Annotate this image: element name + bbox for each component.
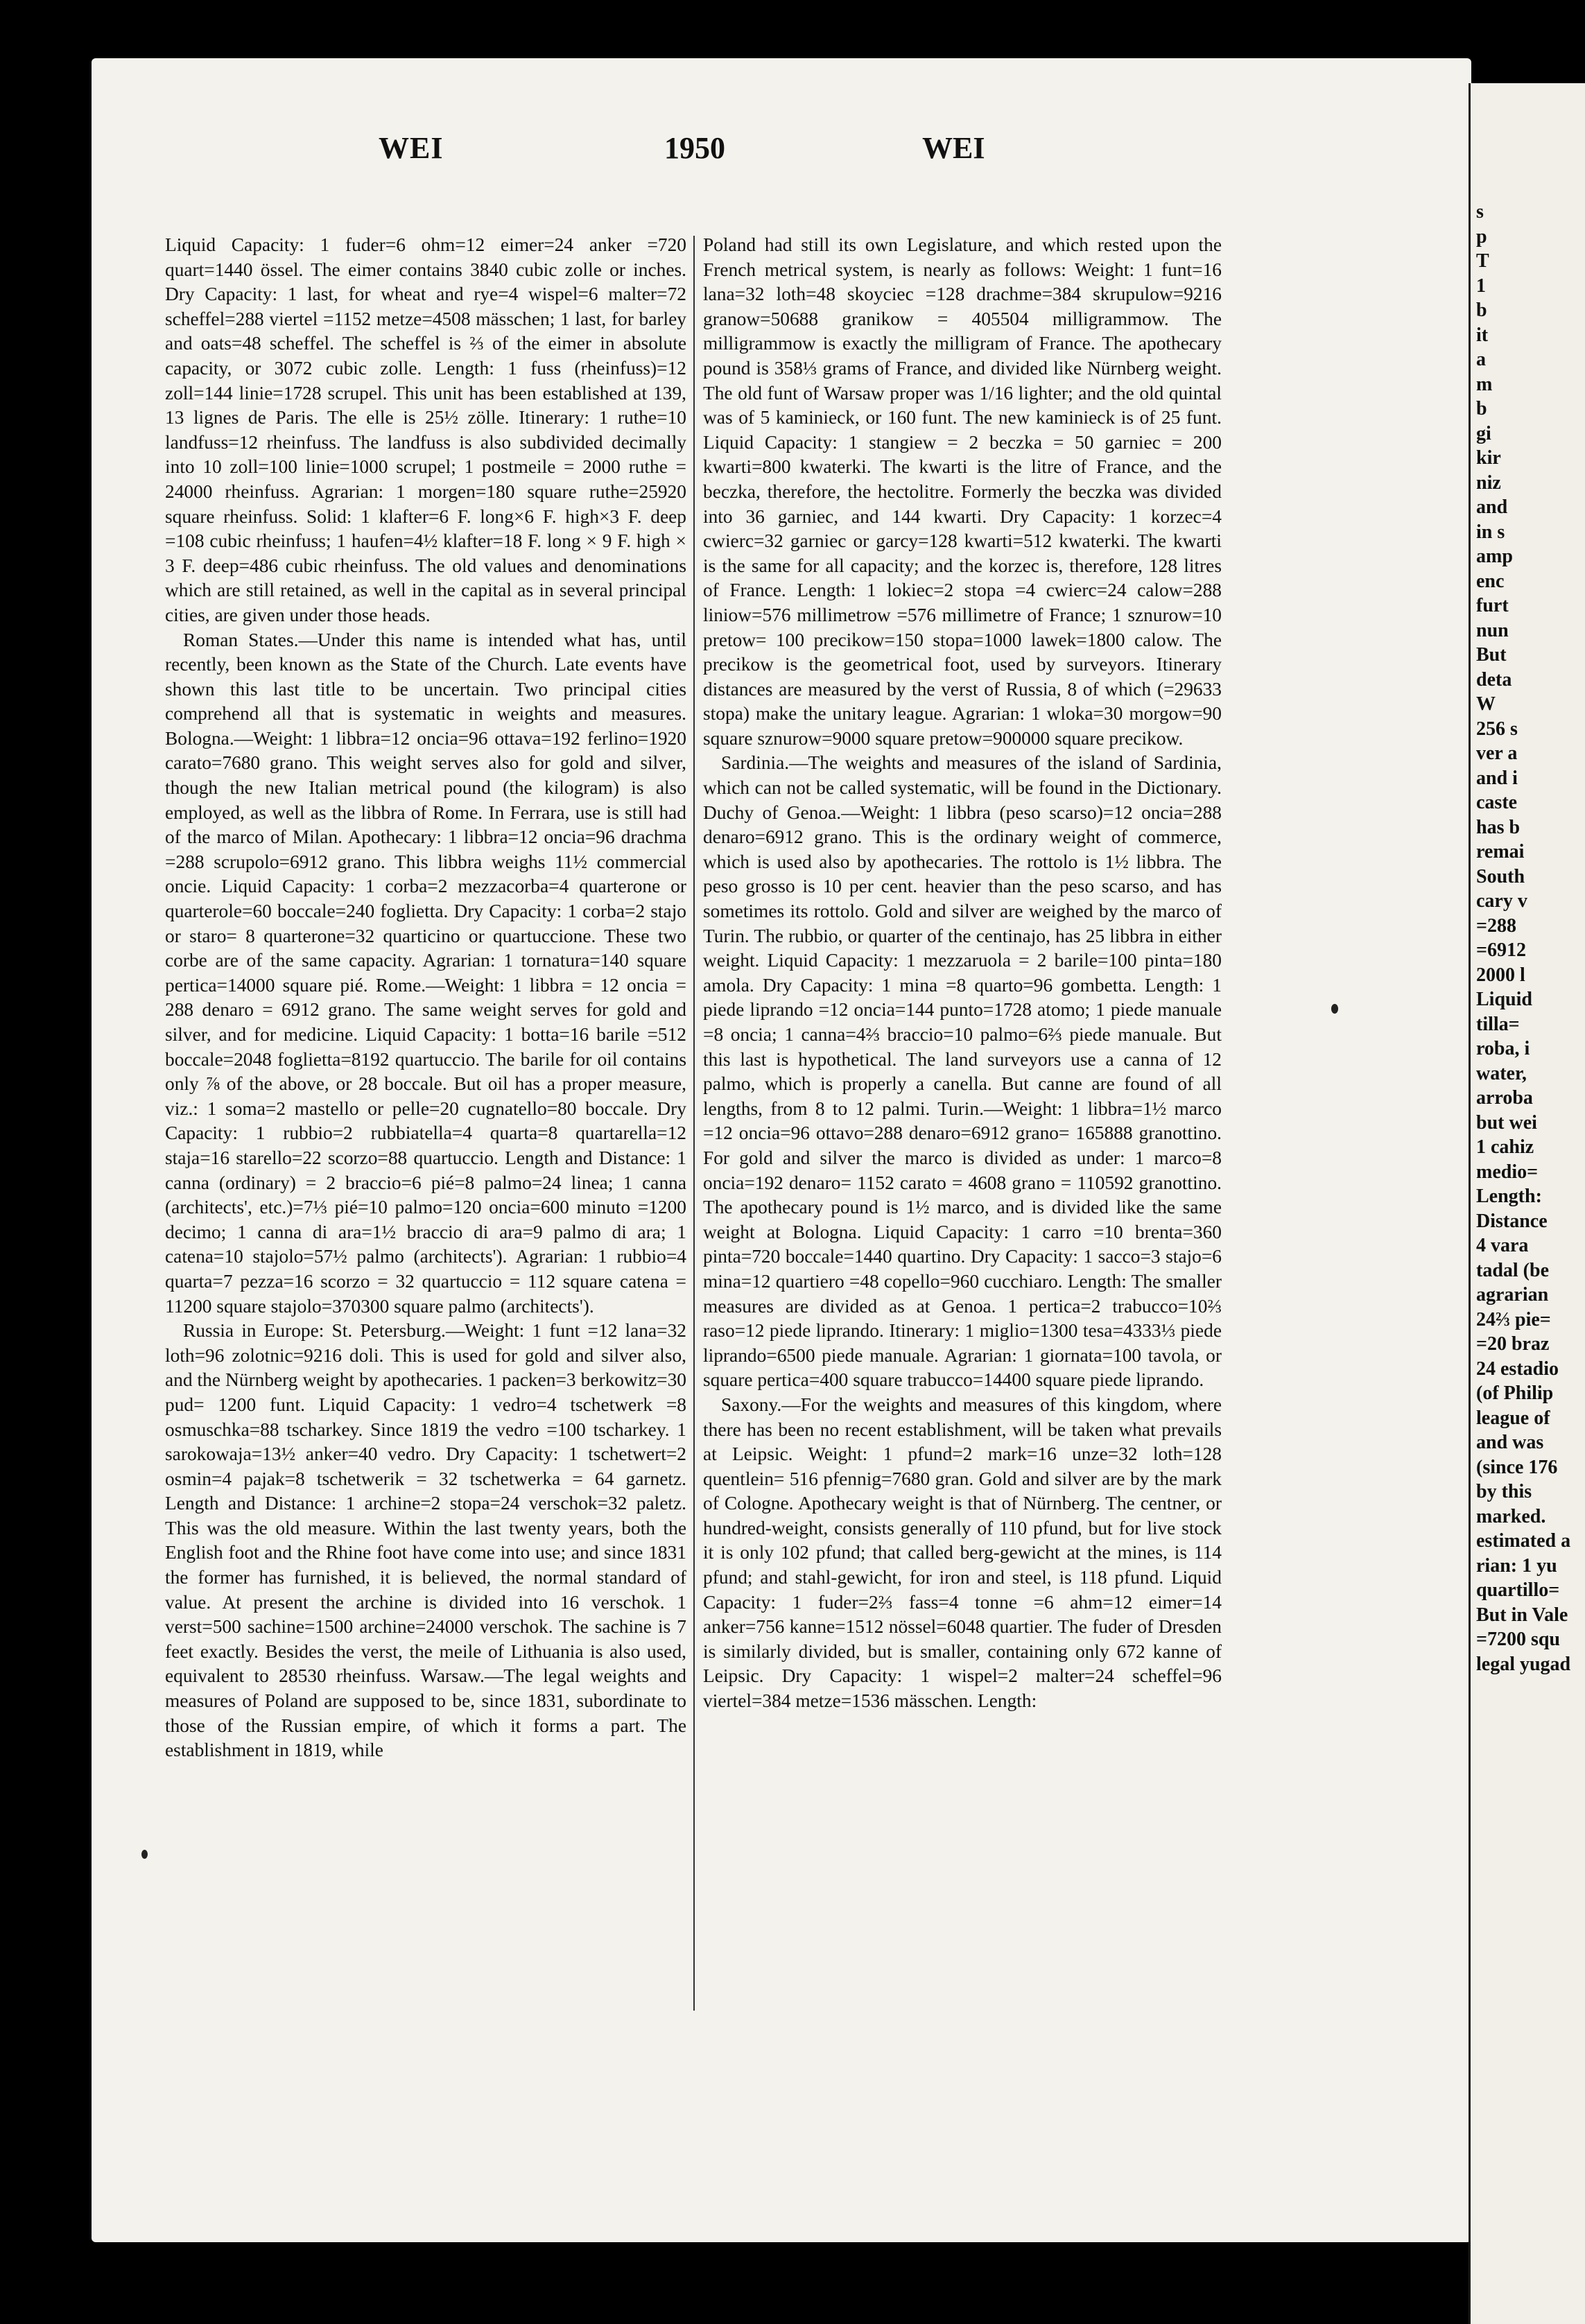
adjacent-page-line: roba, i	[1476, 1038, 1530, 1059]
adjacent-page-line: 24⅔ pie=	[1476, 1308, 1551, 1330]
adjacent-page-line: furt	[1476, 595, 1509, 616]
adjacent-page-line: tilla=	[1476, 1013, 1520, 1035]
adjacent-page-fragments	[1471, 83, 1585, 1676]
adjacent-page-line: p	[1476, 225, 1487, 248]
page-number: 1950	[664, 131, 725, 165]
adjacent-page-line: by this	[1476, 1481, 1532, 1502]
adjacent-page-line: 1 cahiz	[1476, 1136, 1534, 1158]
paragraph-sardinia: Sardinia.—The weights and measures of the island of Sardinia, which can not be called systematic, will be found in the Dictionary. Duchy of Genoa.—Weight: 1 libbra (peso scarso)=12 oncia=288 denaro=6912 grano. This is the ordinary weight of commerce, which is used also by apothecaries. The rottolo is 1½ libbra. The peso grosso is 10 per cent. heavier than the peso scarso, and has sometimes its rottolo. Gold and silver are weighed by the marco of Turin. The rubbio, or quarter of the centinajo, has 25 libbra in either weight. Liquid Capacity: 1 mezzaruola = 2 barile=100 pinta=180 amola. Dry Capacity: 1 mina =8 quarto=96 gombetta. Length: 1 piede liprando =12 oncia=144 punto=1728 atomo; 1 piede manuale =8 oncia; 1 canna=4⅔ braccio=10 palmo=6⅔ piede manuale. But this last is hypothetical. The land surveyors use a canna of 12 palmo, which is properly a canella. But canne are found of all lengths, from 8 to 12 palmi. Turin.—Weight: 1 libbra=1½ marco =12 oncia=96 ottavo=288 denaro=6912 grano= 165888 granottino. For gold and silver the marco is divided as under: 1 marco=8 oncia=192 denaro= 1152 carato = 4608 grano = 110592 granottino. The apothecary pound is 1½ marco, and is divided like the same weight at Bologna. Liquid Capacity: 1 carro =10 brenta=360 pinta=720 boccale=1440 quartino. Dry Capacity: 1 sacco=3 stajo=6 mina=12 quartiero =48 copello=960 cucchiaro. Length: The smaller measures are divided as at Genoa. 1 pertica=2 trabucco=10⅔ raso=12 piede liprando. Itinerary: 1 miglio=1300 tesa=4333⅓ piede liprando=6500 piede manuale. Agrarian: 1 giornata=100 tavola, or square pertica=400 square trabucco=14400 square piede liprando.	[703, 752, 1222, 1391]
adjacent-page-line: b	[1476, 300, 1487, 321]
paragraph-poland: Poland had still its own Legislature, and which rested upon the French metrical system, is nearly as follows: Weight: 1 funt=16 lana=32 loth=48 skoyciec =128 drachme=384 skrupulow=9216 granow=50688 granikow = 405504 milligrammow. The milligrammow is exactly the milligram of France. The apothecary pound is 358⅓ grams of France, and divided like Nürnberg weight. The old funt of Warsaw proper was 1/16 lighter; and the old quintal was of 5 kaminieck, or 160 funt. The new kaminieck is of 25 funt. Liquid Capacity: 1 stangiew = 2 beczka = 50 garniec = 200 kwarti=800 kwaterki. The kwarti is the litre of France, and the beczka, therefore, the hectolitre. Formerly the beczka was divided into 36 garniec, and 144 kwarti. Dry Capacity: 1 korzec=4 cwierc=32 garniec or garcy=128 kwarti=512 kwaterki. The kwarti is the same for all capacity; and the korzec is, therefore, 128 litres of France. Length: 1 lokiec=2 stopa =4 cwierc=24 calow=288 liniow=576 millimetrow =576 millimetre of France; 1 sznurow=10 pretow= 100 precikow=150 stopa=1000 lawek=1800 calow. The precikow is the geometrical foot, used by surveyors. Itinerary distances are measured by the verst of Russia, 8 of which (=29633 stopa) make the unitary league. Agrarian: 1 wloka=30 morgow=90 square sznurow=9000 square pretow=900000 square precikow.	[703, 234, 1222, 749]
adjacent-page-line: ver a	[1476, 743, 1518, 764]
adjacent-page-line: =6912	[1476, 939, 1526, 961]
adjacent-page-line: marked.	[1476, 1505, 1546, 1527]
adjacent-page-line: has b	[1476, 816, 1521, 838]
adjacent-page-line: m	[1476, 373, 1493, 395]
adjacent-page-line: remai	[1476, 841, 1525, 862]
adjacent-page-line: But in Vale	[1476, 1604, 1568, 1626]
adjacent-page-line: caste	[1476, 792, 1518, 813]
paragraph-russia: Russia in Europe: St. Petersburg.—Weight: 1 funt =12 lana=32 loth=96 zolotnic=9216 doli. This is used for gold and silver also, and the Nürnberg weight by apothecaries. 1 packen=3 berkowitz=30 pud= 1200 funt. Liquid Capacity: 1 vedro=4 tschetwerk =8 osmuschka=88 tscharkey. Since 1819 the vedro =100 tscharkey. 1 sarokowaja=13½ anker=40 vedro. Dry Capacity: 1 tschetwert=2 osmin=4 pajak=8 tschetwerik = 32 tschetwerka = 64 garnetz. Length and Distance: 1 archine=2 stopa=24 verschok=32 paletz. This was the old measure. Within the last twenty years, both the English foot and the Rhine foot have come into use; and since 1831 the former has furnished, it is believed, the normal standard of value. At present the archine is divided into 16 verschok. 1 verst=500 sachine=1500 archine=24000 verschok. The sachine is 7 feet exactly. Besides the verst, the meile of Lithuania is also used, equivalent to 28530 rheinfuss. Warsaw.—The legal weights and measures of Poland are supposed to be, since 1831, subordinate to those of the Russian empire, of which it forms a part. The establishment in 1819, while	[165, 1320, 686, 1761]
adjacent-page-line: league of	[1476, 1407, 1550, 1429]
adjacent-page-line: (since 176	[1476, 1456, 1558, 1478]
adjacent-page-line: estimated a	[1476, 1530, 1571, 1552]
paragraph-liquid-capacity: Liquid Capacity: 1 fuder=6 ohm=12 eimer=24 anker =720 quart=1440 össel. The eimer contains 3840 cubic zolle or inches. Dry Capacity: 1 last, for wheat and rye=4 wispel=6 malter=72 scheffel=288 viertel =1152 metze=4508 mässchen; 1 last, for barley and oats=48 scheffel. The scheffel is ⅔ of the eimer in absolute capacity, or 3072 cubic zolle. Length: 1 fuss (rheinfuss)=12 zoll=144 linie=1728 scrupel. This unit has been established at 139, 13 lignes de Paris. The elle is 25½ zölle. Itinerary: 1 ruthe=10 landfuss=12 rheinfuss. The landfuss is also subdivided decimally into 10 zoll=100 linie=1000 scrupel; 1 postmeile = 2000 ruthe = 24000 rheinfuss. Agrarian: 1 morgen=180 square ruthe=25920 square rheinfuss. Solid: 1 klafter=6 F. long×6 F. high×3 F. deep =108 cubic rheinfuss; 1 haufen=4½ klafter=18 F. long × 9 F. high × 3 F. deep=486 cubic rheinfuss. The old values and denominations which are still retained, as well in the capital as in several principal cities, are given under those heads.	[165, 234, 686, 625]
adjacent-page-line: 24 estadio	[1476, 1358, 1559, 1380]
adjacent-page-line: quartillo=	[1476, 1579, 1560, 1601]
paragraph-saxony: Saxony.—For the weights and measures of this kingdom, where there has been no recent establishment, will be taken what prevails at Leipsic. Weight: 1 pfund=2 mark=16 unze=32 loth=128 quentlein= 516 pfennig=7680 gran. Gold and silver are by the mark of Cologne. Apothecary weight is that of Nürnberg. The centner, or hundred-weight, consists generally of 110 pfund, but for live stock it is only 102 pfund; that called berg-gewicht at the mines, is 114 pfund; and stahl-gewicht, for iron and steel, is 118 pfund. Liquid Capacity: 1 fuder=2⅔ fass=4 tonne =6 ahm=12 eimer=14 anker=756 kanne=1512 nössel=6048 quartier. The fuder of Dresden is similarly divided, but is smaller, containing only 672 kanne of Leipsic. Dry Capacity: 1 wispel=2 malter=24 scheffel=96 viertel=384 metze=1536 mässchen. Length:	[703, 1394, 1222, 1712]
adjacent-page-line: 1	[1476, 275, 1486, 297]
adjacent-page-line: but wei	[1476, 1111, 1537, 1134]
adjacent-page-line: it	[1476, 324, 1489, 346]
adjacent-page-line: b	[1476, 398, 1487, 419]
adjacent-page-line: water,	[1476, 1062, 1527, 1084]
adjacent-page-line: s	[1476, 201, 1484, 223]
adjacent-page-line: =20 braz	[1476, 1333, 1550, 1355]
adjacent-page-line: South	[1476, 865, 1525, 887]
adjacent-page-line: W	[1476, 693, 1496, 715]
adjacent-page-line: cary v	[1476, 890, 1527, 912]
adjacent-page-line: =7200 squ	[1476, 1629, 1560, 1650]
adjacent-page-line: and was	[1476, 1432, 1544, 1453]
adjacent-page-line: kir	[1476, 447, 1501, 469]
adjacent-page-line: 256 s	[1476, 718, 1518, 740]
left-column	[165, 233, 686, 1763]
adjacent-page-line: medio=	[1476, 1161, 1539, 1183]
right-column	[703, 233, 1222, 1714]
adjacent-page-line: Length:	[1476, 1186, 1542, 1207]
adjacent-page-line: agrarian	[1476, 1284, 1549, 1306]
adjacent-page-line: enc	[1476, 570, 1505, 592]
adjacent-page-line: T	[1476, 250, 1489, 272]
adjacent-page-line: and i	[1476, 767, 1518, 789]
adjacent-page-line: and	[1476, 496, 1508, 518]
adjacent-page-line: (of Philip	[1476, 1382, 1554, 1404]
adjacent-page-line: 4 vara	[1476, 1235, 1529, 1256]
adjacent-page-line: gi	[1476, 422, 1491, 444]
adjacent-page-line: in s	[1476, 521, 1505, 543]
adjacent-page-line: But	[1476, 644, 1507, 666]
paragraph-roman-states: Roman States.—Under this name is intended what has, until recently, been known as the State of the Church. Late events have shown this last title to be uncertain. Two principal cities comprehend all that is systematic in weights and measures. Bologna.—Weight: 1 libbra=12 oncia=96 ottava=192 ferlino=1920 carato=7680 grano. This weight serves also for gold and silver, though the new Italian metrical pound (the kilogram) is also employed, as well as the libbra of Rome. In Ferrara, use is still had of the marco of Milan. Apothecary: 1 libbra=12 oncia=96 drachma =288 scrupolo=6912 grano. This libbra weighs 11½ commercial oncie. Liquid Capacity: 1 corba=2 mezzacorba=4 quarterone or quarterole=60 boccale=240 foglietta. Dry Capacity: 1 corba=2 stajo or staro= 8 quarterone=32 quarticino or quartuccione. These two corbe are of the same capacity. Agrarian: 1 tornatura=140 square pertica=14000 square pié. Rome.—Weight: 1 libbra = 12 oncia = 288 denaro = 6912 grano. The same weight serves for gold and silver, and for medicine. Liquid Capacity: 1 botta=16 barile =512 boccale=2048 foglietta=8192 quartuccio. The barile for oil contains only ⅞ of the above, or 28 boccale. But oil has a proper measure, viz.: 1 soma=2 mastello or pelle=20 cugnatello=80 boccale. Dry Capacity: 1 rubbio=2 rubbiatella=4 quarta=8 quartarella=12 staja=16 starello=22 scorzo=88 quartuccio. Length and Distance: 1 canna (ordinary) = 2 braccio=6 pié=8 palmo=24 linea; 1 canna (architects', etc.)=7⅓ pié=10 palmo=120 oncia=600 minuto =1200 decimo; 1 canna di ara=1½ braccio di ara=9 palmo di ara; 1 catena=10 stajolo=57½ palmo (architects'). Agrarian: 1 rubbio=4 quarta=7 pezza=16 scorzo = 32 quartuccio = 112 square catena = 11200 square stajolo=370300 square palmo (architects').	[165, 629, 686, 1317]
adjacent-page-line: =288	[1476, 914, 1516, 937]
ink-speck	[141, 1850, 148, 1859]
adjacent-page-line: niz	[1476, 471, 1501, 494]
running-head-left: WEI	[379, 131, 444, 165]
page-header	[0, 130, 1585, 172]
adjacent-page-edge	[1469, 83, 1585, 2324]
adjacent-page-line: arroba	[1476, 1087, 1533, 1109]
running-head-right: WEI	[922, 131, 985, 165]
adjacent-page-line: deta	[1476, 668, 1512, 691]
ink-speck	[1331, 1004, 1338, 1014]
adjacent-page-line: rian: 1 yu	[1476, 1554, 1557, 1577]
adjacent-page-line: a	[1476, 349, 1486, 370]
adjacent-page-line: Liquid	[1476, 989, 1532, 1010]
column-divider	[693, 236, 695, 2011]
adjacent-page-line: legal yugad	[1476, 1653, 1571, 1675]
adjacent-page-line: 2000 l	[1476, 964, 1525, 986]
adjacent-page-line: amp	[1476, 546, 1513, 567]
adjacent-page-line: Distance	[1476, 1210, 1548, 1232]
adjacent-page-line: tadal (be	[1476, 1259, 1549, 1281]
adjacent-page-line: nun	[1476, 619, 1509, 641]
